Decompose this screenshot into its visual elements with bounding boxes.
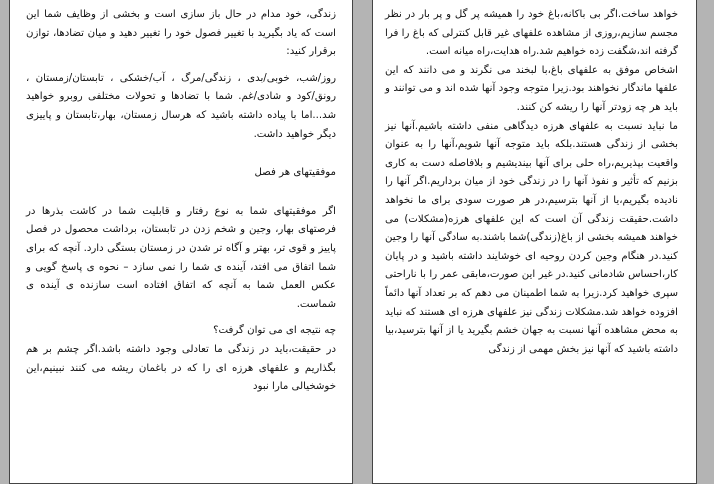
- paragraph-successful-people: اشخاص موفق به علفهای باغ،با لبخند می نگرند و می دانند که این علفها ماندگار نخواهند بود.زیرا متوجه وجود آنها شده اند و می توانند و باید هر چه زودتر آنها را ریشه کن کنند.: [385, 64, 678, 113]
- paragraph-weeds: ما نباید نسبت به علفهای هرزه دیدگاهی منفی داشته باشیم.آنها نیز بخشی از زندگی هستند.بلکه باید متوجه آنها شویم،آنها را به عنوان واقعیت بپذیریم،راه حلی برای آنها بیندیشیم و بلافاصله دست به کاری بزنیم که تأثیر و نفوذ آنها را در زندگی خود از میان برداریم.اگر آنها را نادیده بگیریم،یا از آنها بترسیم،در هر صورت سودی برای ما نخواهد داشت.حقیقت زندگی آن است که این علفهای هرزه(مشکلات) می خواهند همیشه بخشی از باغ(زندگی)شما باشند.به سادگی آنها را وجین کنید.در هنگام وجین کردن روحیه ای خوشایند داشته باشید و در پایان کار،احساس شادمانی کنید.در غیر این صورت،مابقی عمر را با ناراحتی سپری خواهید کرد.زیرا به شما اطمینان می دهم که بر تعداد آنها دائماً افزوده خواهد شد.مشکلات زندگی نیز علفهای هرزه ای هستند که نباید به محض مشاهده آنها نسبت به جهان خشم بگیرید یا از آنها بترسید،بیا داشته باشید که آنها نیز بخش مهمی از زندگی: [385, 120, 678, 355]
- question-line: چه نتیجه ای می توان گرفت؟: [213, 325, 336, 337]
- paragraph-success: اگر موفقیتهای شما به نوع رفتار و قابلیت شما در کاشت بذرها در فرصتهای بهار، وجین و شخم زدن در تابستان، برداشت محصول در فصل پاییز و قوی تر، بهتر و آگاه تر شدن در زمستان بستگی دارد. آنچه که برای شما اتفاق می افتد، آینده ی شما را نمی سازد – نحوه ی پاسخ گویی و عکس العمل شما به آنچه که اتفاق افتاده است سازنده ی آینده ی شماست.: [26, 205, 336, 310]
- paragraph-garden: خواهد ساخت.اگر بی باکانه،باغ خود را همیشه پر گل و پر بار در نظر مجسم سازیم،روزی از مشاهده علفهای غیر قابل کنترلی که باغ را فرا گرفته اند،شگفت زده خواهیم شد.راه هدایت،راه میانه است.: [385, 9, 678, 58]
- document-page-right: [372, 0, 697, 484]
- paragraph-opposites: روز/شب، خوبی/بدی ، زندگی/مرگ ، آب/خشکی ، تابستان/زمستان ، رونق/کود و شادی/غم. شما با تضادها و تحولات مختلفی روبرو خواهید شد...اما با پیاده داشته باشید که هرسال زمستان، بهار،تابستان و پاییزی دیگر خواهید داشت.: [26, 72, 336, 140]
- document-page-left: [9, 0, 353, 484]
- section-heading: موفقیتهای هر فصل: [254, 167, 336, 179]
- paragraph-conclusion: در حقیقت،باید در زندگی ما تعادلی وجود داشته باشد.اگر چشم بر هم بگذاریم و علفهای هرزه ای را که در باغمان ریشه می کنند نبینیم،این خوشخیالی مارا نبود: [26, 343, 336, 393]
- page-text-block: [385, 6, 678, 359]
- paragraph-seasons-intro: زندگی، خود مدام در حال باز سازی است و بخشی از وظایف شما این است که یاد بگیرید با تغییر فصول خود را تغییر دهید و میان تضادها، توازن برقرار کنید:: [26, 9, 336, 58]
- page-text-block: [26, 6, 336, 397]
